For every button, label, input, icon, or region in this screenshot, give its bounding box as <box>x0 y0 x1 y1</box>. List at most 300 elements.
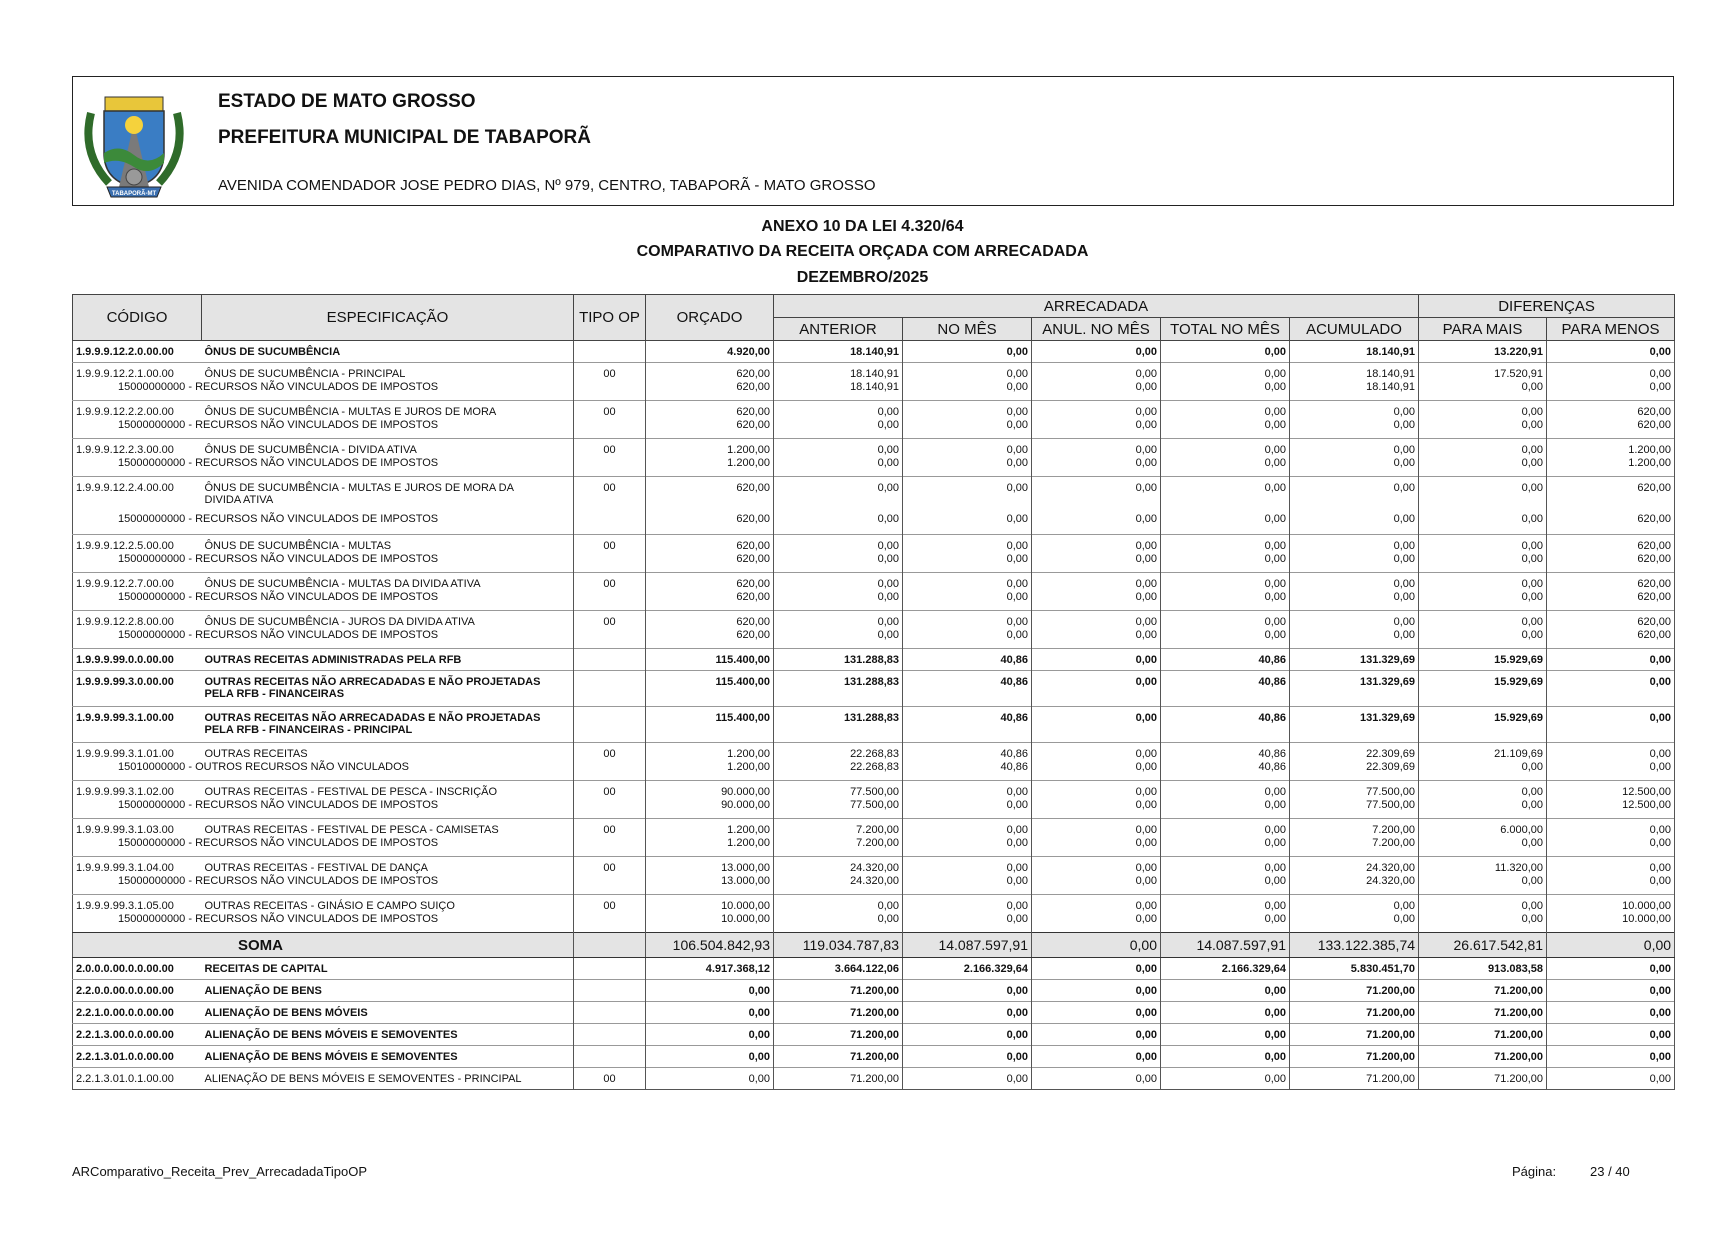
row-description <box>202 535 574 553</box>
row-value: 0,00 <box>1161 611 1290 629</box>
resource-source-value: 0,00 <box>903 837 1032 857</box>
table-row <box>73 611 1675 629</box>
row-code: 1.9.9.9.12.2.8.00.00 <box>73 611 202 629</box>
resource-source-value: 7.200,00 <box>1290 837 1419 857</box>
row-tipo-op-empty <box>574 875 646 895</box>
resource-source-row <box>73 761 1675 781</box>
row-value: 0,00 <box>774 611 903 629</box>
row-description <box>202 439 574 457</box>
description-text: ALIENAÇÃO DE BENS <box>204 985 322 997</box>
resource-source-text: 15000000000 - RECURSOS NÃO VINCULADOS DE IMPOSTOS <box>118 456 439 469</box>
row-value: 0,00 <box>903 611 1032 629</box>
row-value: 40,86 <box>903 743 1032 761</box>
row-code: 2.2.1.3.01.0.1.00.00 <box>73 1068 202 1090</box>
row-description <box>202 707 574 743</box>
resource-source-value: 22.268,83 <box>774 761 903 781</box>
row-value: 0,00 <box>1161 363 1290 381</box>
resource-source-row <box>73 799 1675 819</box>
row-value: 71.200,00 <box>1290 1024 1419 1046</box>
row-value: 18.140,91 <box>1290 363 1419 381</box>
resource-source-value: 0,00 <box>1161 913 1290 933</box>
row-value: 1.200,00 <box>646 819 774 837</box>
row-code: 1.9.9.9.99.3.1.05.00 <box>73 895 202 913</box>
row-value: 18.140,91 <box>774 363 903 381</box>
resource-source-value: 0,00 <box>1290 513 1419 535</box>
row-value: 0,00 <box>903 341 1032 363</box>
description-text: RECEITAS DE CAPITAL <box>204 963 328 975</box>
row-tipo-op: 00 <box>574 439 646 457</box>
row-tipo-op-empty <box>574 913 646 933</box>
row-value: 0,00 <box>774 401 903 419</box>
row-value: 0,00 <box>1547 743 1675 761</box>
row-value: 0,00 <box>1032 857 1161 875</box>
resource-source-value: 620,00 <box>1547 629 1675 649</box>
row-value: 0,00 <box>774 477 903 513</box>
row-value: 0,00 <box>1161 477 1290 513</box>
row-value: 40,86 <box>1161 671 1290 707</box>
resource-source-value: 0,00 <box>1161 381 1290 401</box>
resource-source-value: 0,00 <box>774 553 903 573</box>
row-value: 0,00 <box>1547 819 1675 837</box>
row-value: 0,00 <box>903 1068 1032 1090</box>
resource-source-value: 1.200,00 <box>1547 457 1675 477</box>
row-value: 0,00 <box>1032 535 1161 553</box>
resource-source-value: 0,00 <box>1032 457 1161 477</box>
row-value: 6.000,00 <box>1419 819 1547 837</box>
resource-source-value: 0,00 <box>1161 457 1290 477</box>
table-row <box>73 1024 1675 1046</box>
row-value: 0,00 <box>1547 1024 1675 1046</box>
row-value: 0,00 <box>1161 535 1290 553</box>
resource-source-text: 15010000000 - OUTROS RECURSOS NÃO VINCULADOS <box>118 760 409 773</box>
resource-source-label <box>73 799 574 819</box>
description-text: OUTRAS RECEITAS - FESTIVAL DE PESCA - CAMISETAS <box>204 824 499 836</box>
row-value: 0,00 <box>1547 857 1675 875</box>
row-code: 1.9.9.9.12.2.5.00.00 <box>73 535 202 553</box>
row-code: 2.2.1.0.00.0.0.00.00 <box>73 1002 202 1024</box>
row-value: 40,86 <box>1161 707 1290 743</box>
col-para-mais: PARA MAIS <box>1419 318 1547 341</box>
row-tipo-op-empty <box>574 513 646 535</box>
description-text: OUTRAS RECEITAS <box>204 748 308 760</box>
row-code: 1.9.9.9.99.3.1.03.00 <box>73 819 202 837</box>
table-row <box>73 439 1675 457</box>
page-label: Página: <box>1512 1164 1557 1179</box>
resource-source-label <box>73 875 574 895</box>
row-value: 0,00 <box>1290 573 1419 591</box>
row-value: 0,00 <box>903 1046 1032 1068</box>
resource-source-value: 0,00 <box>1547 837 1675 857</box>
row-value: 40,86 <box>1161 649 1290 671</box>
row-value: 1.200,00 <box>646 743 774 761</box>
row-value: 71.200,00 <box>774 1024 903 1046</box>
resource-source-value: 0,00 <box>1290 913 1419 933</box>
row-tipo-op <box>574 707 646 743</box>
resource-source-value: 0,00 <box>1032 875 1161 895</box>
report-name-footer: ARComparativo_Receita_Prev_ArrecadadaTipoOP <box>72 1164 368 1179</box>
row-tipo-op <box>574 1024 646 1046</box>
description-text: ALIENAÇÃO DE BENS MÓVEIS <box>204 1007 368 1019</box>
resource-source-value: 24.320,00 <box>774 875 903 895</box>
row-value: 0,00 <box>1161 1002 1290 1024</box>
row-value: 0,00 <box>1547 958 1675 980</box>
resource-source-value: 40,86 <box>903 761 1032 781</box>
description-text: ÔNUS DE SUCUMBÊNCIA - MULTAS DA DIVIDA ATIVA <box>204 578 481 590</box>
row-value: 71.200,00 <box>1290 980 1419 1002</box>
description-text: OUTRAS RECEITAS - FESTIVAL DE DANÇA <box>204 862 428 874</box>
row-description <box>202 1002 574 1024</box>
row-value: 0,00 <box>903 363 1032 381</box>
row-value: 620,00 <box>646 611 774 629</box>
row-tipo-op: 00 <box>574 743 646 761</box>
resource-source-value: 0,00 <box>903 875 1032 895</box>
resource-source-label <box>73 837 574 857</box>
description-text: OUTRAS RECEITAS - GINÁSIO E CAMPO SUIÇO <box>204 900 455 912</box>
row-value: 0,00 <box>903 477 1032 513</box>
row-value: 620,00 <box>1547 477 1675 513</box>
row-value: 0,00 <box>1547 363 1675 381</box>
row-description <box>202 1068 574 1090</box>
row-value: 0,00 <box>1161 439 1290 457</box>
resource-source-value: 0,00 <box>903 381 1032 401</box>
description-text: OUTRAS RECEITAS ADMINISTRADAS PELA RFB <box>204 654 462 666</box>
resource-source-value: 0,00 <box>903 457 1032 477</box>
resource-source-value: 0,00 <box>1419 837 1547 857</box>
row-code: 1.9.9.9.12.2.7.00.00 <box>73 573 202 591</box>
description-text-cont: PELA RFB - FINANCEIRAS <box>204 688 345 700</box>
row-value: 71.200,00 <box>1419 1068 1547 1090</box>
row-value: 71.200,00 <box>1419 1002 1547 1024</box>
row-value: 0,00 <box>903 895 1032 913</box>
resource-source-value: 0,00 <box>903 553 1032 573</box>
resource-source-text: 15000000000 - RECURSOS NÃO VINCULADOS DE IMPOSTOS <box>118 590 439 603</box>
table-row <box>73 958 1675 980</box>
table-row <box>73 980 1675 1002</box>
resource-source-value: 0,00 <box>1032 629 1161 649</box>
row-value: 131.329,69 <box>1290 649 1419 671</box>
row-value: 7.200,00 <box>1290 819 1419 837</box>
table-row <box>73 341 1675 363</box>
row-tipo-op: 00 <box>574 1068 646 1090</box>
row-value: 0,00 <box>1161 857 1290 875</box>
row-value: 4.920,00 <box>646 341 774 363</box>
state-name: ESTADO DE MATO GROSSO <box>218 91 476 112</box>
row-value: 0,00 <box>1419 535 1547 553</box>
row-description <box>202 857 574 875</box>
row-value: 21.109,69 <box>1419 743 1547 761</box>
resource-source-value: 0,00 <box>1161 837 1290 857</box>
resource-source-value: 7.200,00 <box>774 837 903 857</box>
svg-text:TABAPORÃ-MT: TABAPORÃ-MT <box>111 191 157 197</box>
row-value: 2.166.329,64 <box>1161 958 1290 980</box>
resource-source-value: 12.500,00 <box>1547 799 1675 819</box>
table-row <box>73 819 1675 837</box>
row-value: 10.000,00 <box>1547 895 1675 913</box>
row-code: 1.9.9.9.99.0.0.00.00 <box>73 649 202 671</box>
row-value: 90.000,00 <box>646 781 774 799</box>
municipal-coat-of-arms-logo <box>79 83 189 201</box>
row-value: 0,00 <box>1419 611 1547 629</box>
row-tipo-op: 00 <box>574 611 646 629</box>
row-value: 0,00 <box>1547 1068 1675 1090</box>
row-value: 0,00 <box>1032 1024 1161 1046</box>
resource-source-value: 1.200,00 <box>646 761 774 781</box>
row-description <box>202 1024 574 1046</box>
resource-source-value: 10.000,00 <box>646 913 774 933</box>
table-row <box>73 743 1675 761</box>
row-tipo-op <box>574 1002 646 1024</box>
table-row <box>73 535 1675 553</box>
row-description <box>202 958 574 980</box>
row-value: 2.166.329,64 <box>903 958 1032 980</box>
description-text: ÔNUS DE SUCUMBÊNCIA - DIVIDA ATIVA <box>204 444 417 456</box>
resource-source-value: 0,00 <box>1419 761 1547 781</box>
row-value: 0,00 <box>1032 819 1161 837</box>
row-value: 0,00 <box>1161 401 1290 419</box>
row-value: 620,00 <box>646 401 774 419</box>
row-value: 620,00 <box>1547 611 1675 629</box>
row-value: 5.830.451,70 <box>1290 958 1419 980</box>
row-value: 71.200,00 <box>1419 980 1547 1002</box>
row-description <box>202 781 574 799</box>
row-value: 620,00 <box>646 363 774 381</box>
col-group-diferencas: DIFERENÇAS <box>1419 295 1675 318</box>
row-value: 0,00 <box>1161 1046 1290 1068</box>
row-code: 1.9.9.9.99.3.1.01.00 <box>73 743 202 761</box>
resource-source-value: 0,00 <box>903 913 1032 933</box>
row-value: 620,00 <box>646 477 774 513</box>
row-value: 0,00 <box>1032 341 1161 363</box>
resource-source-row <box>73 553 1675 573</box>
resource-source-value: 24.320,00 <box>1290 875 1419 895</box>
resource-source-value: 0,00 <box>1032 381 1161 401</box>
resource-source-value: 0,00 <box>1419 875 1547 895</box>
resource-source-value: 0,00 <box>1419 457 1547 477</box>
row-value: 0,00 <box>1161 895 1290 913</box>
table-row <box>73 1068 1675 1090</box>
row-value: 131.288,83 <box>774 649 903 671</box>
row-value: 0,00 <box>1161 1024 1290 1046</box>
row-value: 115.400,00 <box>646 707 774 743</box>
row-value: 0,00 <box>1161 341 1290 363</box>
resource-source-value: 0,00 <box>903 591 1032 611</box>
soma-value: 133.122.385,74 <box>1290 933 1419 958</box>
resource-source-row <box>73 419 1675 439</box>
resource-source-value: 0,00 <box>1419 419 1547 439</box>
resource-source-value: 0,00 <box>903 513 1032 535</box>
soma-value: 0,00 <box>1547 933 1675 958</box>
row-value: 0,00 <box>774 573 903 591</box>
row-code: 1.9.9.9.12.2.3.00.00 <box>73 439 202 457</box>
row-tipo-op <box>574 671 646 707</box>
row-value: 10.000,00 <box>646 895 774 913</box>
row-value: 0,00 <box>646 1046 774 1068</box>
row-value: 620,00 <box>1547 573 1675 591</box>
row-value: 0,00 <box>1032 439 1161 457</box>
row-value: 131.329,69 <box>1290 671 1419 707</box>
resource-source-value: 620,00 <box>1547 419 1675 439</box>
description-text: OUTRAS RECEITAS NÃO ARRECADADAS E NÃO PROJETADAS <box>204 712 541 724</box>
resource-source-value: 0,00 <box>1032 513 1161 535</box>
resource-source-value: 13.000,00 <box>646 875 774 895</box>
row-value: 0,00 <box>1032 671 1161 707</box>
resource-source-value: 0,00 <box>1419 591 1547 611</box>
row-value: 0,00 <box>903 781 1032 799</box>
row-value: 0,00 <box>1032 958 1161 980</box>
row-value: 0,00 <box>1290 477 1419 513</box>
soma-label: SOMA <box>238 936 283 954</box>
resource-source-value: 0,00 <box>1032 761 1161 781</box>
description-text: OUTRAS RECEITAS - FESTIVAL DE PESCA - INSCRIÇÃO <box>204 786 498 798</box>
row-value: 0,00 <box>774 895 903 913</box>
row-description <box>202 477 574 513</box>
row-value: 115.400,00 <box>646 649 774 671</box>
resource-source-row <box>73 837 1675 857</box>
col-total-no-mes: TOTAL NO MÊS <box>1161 318 1290 341</box>
row-value: 7.200,00 <box>774 819 903 837</box>
row-value: 77.500,00 <box>774 781 903 799</box>
row-value: 4.917.368,12 <box>646 958 774 980</box>
description-text: ALIENAÇÃO DE BENS MÓVEIS E SEMOVENTES - PRINCIPAL <box>204 1073 522 1085</box>
resource-source-value: 0,00 <box>1161 553 1290 573</box>
row-value: 0,00 <box>1419 781 1547 799</box>
resource-source-value: 77.500,00 <box>774 799 903 819</box>
row-value: 0,00 <box>1547 649 1675 671</box>
resource-source-value: 77.500,00 <box>1290 799 1419 819</box>
row-value: 71.200,00 <box>774 980 903 1002</box>
resource-source-value: 0,00 <box>1032 837 1161 857</box>
row-tipo-op-empty <box>574 799 646 819</box>
row-value: 0,00 <box>1032 1002 1161 1024</box>
resource-source-value: 0,00 <box>774 457 903 477</box>
resource-source-value: 0,00 <box>903 419 1032 439</box>
row-value: 40,86 <box>903 649 1032 671</box>
row-value: 0,00 <box>1032 573 1161 591</box>
resource-source-value: 0,00 <box>1032 553 1161 573</box>
row-value: 71.200,00 <box>1419 1024 1547 1046</box>
resource-source-row <box>73 513 1675 535</box>
row-tipo-op: 00 <box>574 535 646 553</box>
col-orcado: ORÇADO <box>646 295 774 341</box>
resource-source-value: 0,00 <box>1419 913 1547 933</box>
resource-source-value: 0,00 <box>774 419 903 439</box>
resource-source-value: 620,00 <box>646 553 774 573</box>
resource-source-value: 0,00 <box>1161 629 1290 649</box>
resource-source-value: 620,00 <box>646 381 774 401</box>
row-value: 0,00 <box>1032 649 1161 671</box>
table-header <box>73 295 1675 341</box>
row-value: 0,00 <box>1419 895 1547 913</box>
row-value: 0,00 <box>1032 781 1161 799</box>
col-group-arrecadada: ARRECADADA <box>774 295 1419 318</box>
row-description <box>202 649 574 671</box>
row-value: 620,00 <box>1547 401 1675 419</box>
resource-source-value: 0,00 <box>1032 419 1161 439</box>
soma-value: 14.087.597,91 <box>903 933 1032 958</box>
row-value: 0,00 <box>1032 477 1161 513</box>
soma-row <box>73 933 1675 958</box>
row-value: 0,00 <box>1547 1046 1675 1068</box>
resource-source-value: 0,00 <box>1419 629 1547 649</box>
soma-value: 106.504.842,93 <box>646 933 774 958</box>
row-tipo-op <box>574 649 646 671</box>
row-value: 71.200,00 <box>1290 1046 1419 1068</box>
col-especificacao: ESPECIFICAÇÃO <box>202 295 574 341</box>
row-value: 0,00 <box>1161 819 1290 837</box>
row-value: 15.929,69 <box>1419 707 1547 743</box>
row-tipo-op <box>574 958 646 980</box>
table-body-revenues <box>73 341 1675 933</box>
row-code: 2.2.1.3.01.0.0.00.00 <box>73 1046 202 1068</box>
row-description <box>202 363 574 381</box>
table-row <box>73 671 1675 707</box>
row-tipo-op: 00 <box>574 573 646 591</box>
row-value: 71.200,00 <box>1290 1068 1419 1090</box>
col-no-mes: NO MÊS <box>903 318 1032 341</box>
resource-source-value: 0,00 <box>1161 591 1290 611</box>
row-value: 0,00 <box>1419 401 1547 419</box>
col-anul-no-mes: ANUL. NO MÊS <box>1032 318 1161 341</box>
table-soma <box>73 933 1675 958</box>
row-description <box>202 341 574 363</box>
row-tipo-op-empty <box>574 419 646 439</box>
resource-source-value: 0,00 <box>1290 553 1419 573</box>
resource-source-text: 15000000000 - RECURSOS NÃO VINCULADOS DE IMPOSTOS <box>118 798 439 811</box>
description-text: ÔNUS DE SUCUMBÊNCIA - PRINCIPAL <box>204 368 406 380</box>
table-body-capital <box>73 958 1675 1090</box>
description-text: ALIENAÇÃO DE BENS MÓVEIS E SEMOVENTES <box>204 1029 458 1041</box>
row-value: 22.309,69 <box>1290 743 1419 761</box>
row-tipo-op: 00 <box>574 895 646 913</box>
row-description <box>202 895 574 913</box>
row-tipo-op-empty <box>574 457 646 477</box>
resource-source-value: 0,00 <box>1161 419 1290 439</box>
table-row <box>73 707 1675 743</box>
description-text-cont: PELA RFB - FINANCEIRAS - PRINCIPAL <box>204 724 413 736</box>
row-value: 0,00 <box>1032 1068 1161 1090</box>
table-row <box>73 401 1675 419</box>
row-value: 0,00 <box>903 819 1032 837</box>
row-tipo-op-empty <box>574 553 646 573</box>
table-row <box>73 1046 1675 1068</box>
row-tipo-op-empty <box>574 837 646 857</box>
table-row <box>73 573 1675 591</box>
row-description <box>202 611 574 629</box>
row-value: 0,00 <box>1161 980 1290 1002</box>
row-value: 0,00 <box>1032 707 1161 743</box>
report-title-line3: DEZEMBRO/2025 <box>796 269 929 286</box>
resource-source-row <box>73 457 1675 477</box>
row-code: 1.9.9.9.99.3.1.02.00 <box>73 781 202 799</box>
row-code: 2.2.1.3.00.0.0.00.00 <box>73 1024 202 1046</box>
row-value: 0,00 <box>1290 535 1419 553</box>
row-value: 0,00 <box>1161 1068 1290 1090</box>
row-tipo-op: 00 <box>574 819 646 837</box>
resource-source-value: 620,00 <box>646 629 774 649</box>
row-value: 0,00 <box>903 535 1032 553</box>
row-value: 0,00 <box>1032 611 1161 629</box>
row-value: 0,00 <box>1547 341 1675 363</box>
row-tipo-op-empty <box>574 381 646 401</box>
resource-source-value: 90.000,00 <box>646 799 774 819</box>
resource-source-row <box>73 875 1675 895</box>
row-value: 620,00 <box>1547 535 1675 553</box>
resource-source-value: 0,00 <box>1547 875 1675 895</box>
resource-source-value: 620,00 <box>646 419 774 439</box>
resource-source-label <box>73 513 574 535</box>
row-value: 0,00 <box>1547 707 1675 743</box>
resource-source-value: 0,00 <box>774 913 903 933</box>
